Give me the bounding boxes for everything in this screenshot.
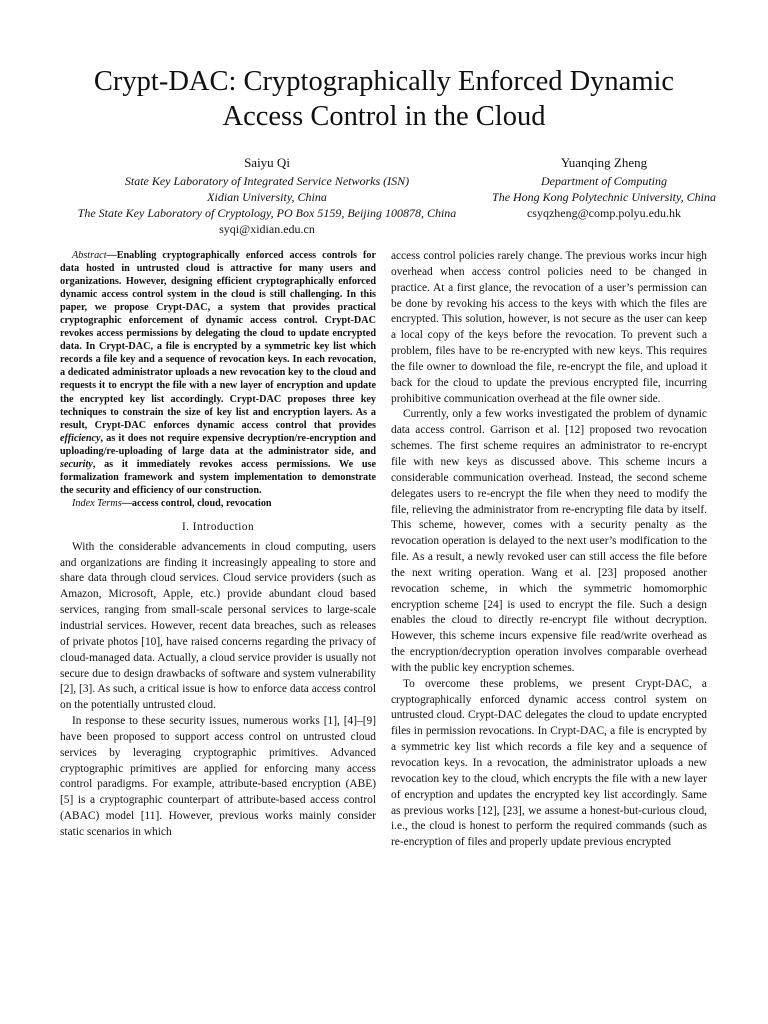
abstract-emphasis: efficiency bbox=[60, 432, 101, 444]
body-paragraph: To overcome these problems, we present Crypt-DAC, a cryptographically enforced dynamic access control system on untrusted cloud. Crypt-DAC delegates the cloud to update encrypted files in permission revocations. In Crypt-DAC, a file is encrypted by a symmetric key list which records a file key and a sequence of revocation keys. In a revocation, the administrator uploads a new revocation key to the cloud, which encrypts the file with a new layer of encryption and updates the encrypted key list accordingly. Same as previous works [12], [23], we assume a honest-but-curious cloud, i.e., the cloud is honest to perform the required commands (such as re-encryption of files and properly update previous encrypted bbox=[391, 677, 707, 849]
abstract bbox=[60, 249, 376, 497]
index-terms bbox=[60, 497, 376, 510]
author-affiliation: The Hong Kong Polytechnic University, China bbox=[492, 190, 716, 204]
body-paragraph: With the considerable advancements in cloud computing, users and organizations are finding it increasingly appealing to store and share data through cloud services. Cloud service providers (such as Amazon, Microsoft, Apple, etc.) provide abundant cloud based services, ranging from small-scale personal services to large-scale industrial services. However, recent data breaches, such as releases of private photos [10], have raised concerns regarding the privacy of cloud-managed data. Actually, a cloud service provider is usually not secure due to design drawbacks of software and system vulnerability [2], [3]. As such, a critical issue is how to enforce data access control on the potentially untrusted cloud. bbox=[60, 540, 376, 712]
section-heading: I. Introduction bbox=[181, 520, 255, 533]
left-column bbox=[60, 249, 376, 841]
index-terms-text: —access control, cloud, revocation bbox=[121, 497, 272, 509]
author-email: csyqzheng@comp.polyu.edu.hk bbox=[526, 206, 682, 220]
author-affiliation: State Key Laboratory of Integrated Service Networks (ISN) bbox=[124, 174, 410, 188]
author-affiliation: Xidian University, China bbox=[207, 190, 327, 204]
body-paragraph: Currently, only a few works investigated the problem of dynamic data access control. Garrison et al. [12] proposed two revocation schemes. The first scheme requires an administrator to re-encrypt file with new keys as discussed above. This scheme incurs a considerable communication overhead. Instead, the second scheme delegates users to re-encrypt the file when they need to modify the file, relieving the administrator from re-encrypting file data by itself. This scheme, however, comes with a security penalty as the revocation operation is delayed to the next user’s modification to the file. As a result, a newly revoked user can still access the file before the next writing operation. Wang et al. [23] proposed another revocation scheme, in which the symmetric homomorphic encryption scheme [24] is used to encrypt the file. Such a design enables the cloud to directly re-encrypt file without decryption. However, this scheme incurs expensive file read/write overhead as the encryption/decryption operation involves comparable overhead with the public key encryption schemes. bbox=[391, 408, 707, 674]
author-affiliation: Department of Computing bbox=[541, 174, 667, 188]
abstract-label: Abstract bbox=[72, 250, 107, 261]
abstract-text: , as it does not require expensive decryption/re-encryption and uploading/re-uploading of large data at the administrator side, and bbox=[60, 432, 376, 457]
author-block-1 bbox=[40, 154, 494, 237]
author-email: syqi@xidian.edu.cn bbox=[219, 222, 315, 236]
title-line-2: Access Control in the Cloud bbox=[222, 101, 546, 132]
author-affiliation: The State Key Laboratory of Cryptology, PO Box 5159, Beijing 100878, China bbox=[77, 206, 457, 220]
author-name: Saiyu Qi bbox=[244, 155, 290, 170]
body-paragraph: In response to these security issues, numerous works [1], [4]–[9] have been proposed to support access control on untrusted cloud services by leveraging cryptographic primitives. Advanced cryptographic primitives are applied for enforcing many access control paradigms. For example, attribute-based encryption (ABE) [5] is a cryptographic counterpart of attribute-based access control (ABAC) model [11]. However, previous works mainly consider static scenarios in which bbox=[60, 715, 376, 838]
abstract-text: —Enabling cryptographically enforced access controls for data hosted in untrusted cloud is attractive for many users and organizations. However, designing efficient cryptographically enforced dynamic access control system in the cloud is still challenging. In this paper, we propose Crypt-DAC, a system that provides practical cryptographic enforcement of dynamic access control. Crypt-DAC revokes access permissions by delegating the cloud to update encrypted data. In Crypt-DAC, a file is encrypted by a symmetric key list which records a file key and a sequence of revocation keys. In each revocation, a dedicated administrator uploads a new revocation key to the cloud and requests it to encrypt the file with a new layer of encryption and update the encrypted key list accordingly. Crypt-DAC proposes three key techniques to constrain the size of key list and encryption layers. As a result, Crypt-DAC enforces dynamic access control that provides bbox=[60, 250, 376, 431]
paper-title bbox=[40, 64, 728, 134]
index-terms-label: Index Terms bbox=[72, 497, 122, 509]
right-column bbox=[391, 249, 707, 851]
body-paragraph: access control policies rarely change. The previous works incur high overhead when access control policies need to be changed in practice. At a first glance, the revocation of a user’s permission can be done by revoking his access to the keys with which the files are encrypted. This solution, however, is not secure as the user can keep a local copy of the keys before the revocation. To prevent such a problem, files have to be re-encrypted with new keys. This requires the file owner to download the file, re-encrypt the file, and upload it back for the cloud to update the previous encrypted file, incurring prohibitive communication overhead at the file owner side. bbox=[391, 250, 707, 405]
author-name: Yuanqing Zheng bbox=[560, 155, 648, 170]
abstract-emphasis: security bbox=[60, 458, 93, 470]
abstract-text: , as it immediately revokes access permissions. We use formalization framework and system implementation to demonstrate the security and efficiency of our construction. bbox=[60, 458, 376, 496]
author-block-2 bbox=[454, 154, 754, 221]
title-line-1: Crypt-DAC: Cryptographically Enforced Dynamic bbox=[93, 66, 675, 97]
